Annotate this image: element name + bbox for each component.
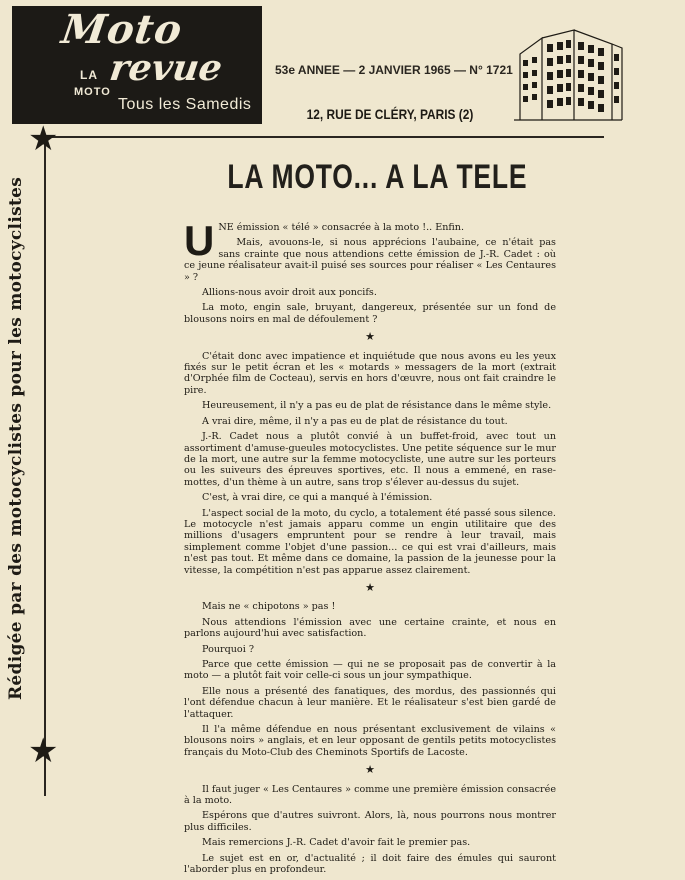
building-illustration-icon — [512, 24, 624, 128]
article-headline: LA MOTO... A LA TELE — [227, 158, 528, 196]
logo-moto-small-word: MOTO — [74, 86, 111, 98]
article-paragraph: UNE émission « télé » consacrée à la moto !.. Enfin. — [184, 217, 465, 264]
article-paragraph: Espérons que d'autres suivront. Alors, là, nous pourrons nous montrer plus difficiles. — [184, 810, 556, 833]
section-separator: ★ — [365, 763, 375, 777]
article-paragraph: Il faut juger « Les Centaures » comme une première émission consacrée à la moto. — [184, 783, 556, 807]
article-paragraph: A vrai dire, même, il n'y a pas eu de plat de résistance du tout. — [202, 415, 508, 427]
logo-moto-word: Moto — [58, 6, 186, 53]
masthead-logo — [12, 6, 262, 124]
section-separator: ★ — [365, 330, 375, 344]
article-paragraph: Heureusement, il n'y a pas eu de plat de résistance dans le même style. — [202, 400, 552, 412]
issue-info: 53e ANNEE — 2 JANVIER 1965 — N° 1721 — [275, 63, 513, 77]
top-rule — [44, 136, 604, 138]
article-paragraph: Le sujet est en or, d'actualité ; il doit faire des émules qui sauront l'aborder plus en profondeur. — [184, 852, 556, 876]
article-body — [184, 217, 556, 880]
article-paragraph: La moto, engin sale, bruyant, dangereux, présentée sur un fond de blousons noirs en mal de défoulement ? — [184, 302, 556, 325]
logo-tagline: Tous les Samedis — [118, 96, 252, 113]
article-paragraph: C'était donc avec impatience et inquiétude que nous avons eu les yeux fixés sur le petit écran et les « motards » messagers de la mort (extrait d'Orphée film de Cocteau), servis en hors d'œuvre, nous ont fait craindre le pire. — [184, 350, 556, 396]
article-paragraph: Parce que cette émission — qui ne se proposait pas de convertir à la moto — a plutôt fait voir celle-ci sous un jour sympathique. — [184, 659, 556, 682]
article-paragraph: C'est, à vrai dire, ce qui a manqué à l'émission. — [202, 492, 433, 504]
drop-cap: U — [184, 217, 215, 264]
article-paragraph: Pourquoi ? — [202, 643, 254, 655]
article-paragraph: Mais, avouons-le, si nous apprécions l'aubaine, ce n'était pas sans crainte que nous attendions cette émission de J.-R. Cadet : où ce jeune réalisateur avait-il puisé ses sources pour réaliser « Les Centaures » ? — [184, 237, 556, 283]
left-rule — [44, 136, 46, 796]
article-paragraph: Elle nous a présenté des fanatiques, des mordus, des passionnés qui l'ont défendue chacun à leur manière. Et le réalisateur s'est bien gardé de l'attaquer. — [184, 685, 556, 720]
article-paragraph: Nous attendions l'émission avec une certaine crainte, et nous en parlons aujourd'hui avec satisfaction. — [184, 616, 556, 640]
star-bottom-icon: ★ — [28, 731, 59, 771]
article-paragraph: Mais remercions J.-R. Cadet d'avoir fait le premier pas. — [202, 837, 471, 849]
section-separator: ★ — [365, 580, 375, 594]
article-paragraph: J.-R. Cadet nous a plutôt convié à un buffet-froid, avec tout un assortiment d'amuse-gueules motocyclistes. Une petite séquence sur le mur de la mort, une autre sur la femme motocycliste, une autre sur les porteurs ou les suiveurs des épreuves sportives, etc. Il nous a emmené, en rase-mottes, d'un thème à un autre, sans trop s'élever au-dessus du sujet. — [184, 431, 556, 488]
publisher-address: 12, RUE DE CLÉRY, PARIS (2) — [306, 106, 474, 122]
article-paragraph: Mais ne « chipotons » pas ! — [202, 601, 336, 613]
logo-revue-word: revue — [107, 47, 225, 89]
logo-la-word: LA — [80, 68, 98, 82]
article-paragraph: L'aspect social de la moto, du cyclo, a totalement été passé sous silence. Le motocycle n'est jamais apparu comme un engin utilitaire que des millions d'usagers empruntent pour se rendre à leur travail, mais simplement comme l'objet d'une passion... ce qui est vrai d'ailleurs, mais n'est pas tout. Et même dans ce domaine, la passion de la jeunesse pour la vitesse, la compétition n'est pas apparue assez clairement. — [184, 507, 556, 576]
star-top-icon: ★ — [28, 119, 59, 159]
article-paragraph: Il l'a même défendue en nous présentant exclusivement de vilains « blousons noirs » anglais, et en leur opposant de gentils petits motocyclistes français du Moto-Club des Cheminots Sportifs de Lacoste. — [184, 724, 556, 758]
article-paragraph: Allions-nous avoir droit aux poncifs. — [202, 287, 377, 299]
sidebar-slogan: Rédigée par des motocyclistes pour les motocyclistes — [6, 176, 26, 700]
